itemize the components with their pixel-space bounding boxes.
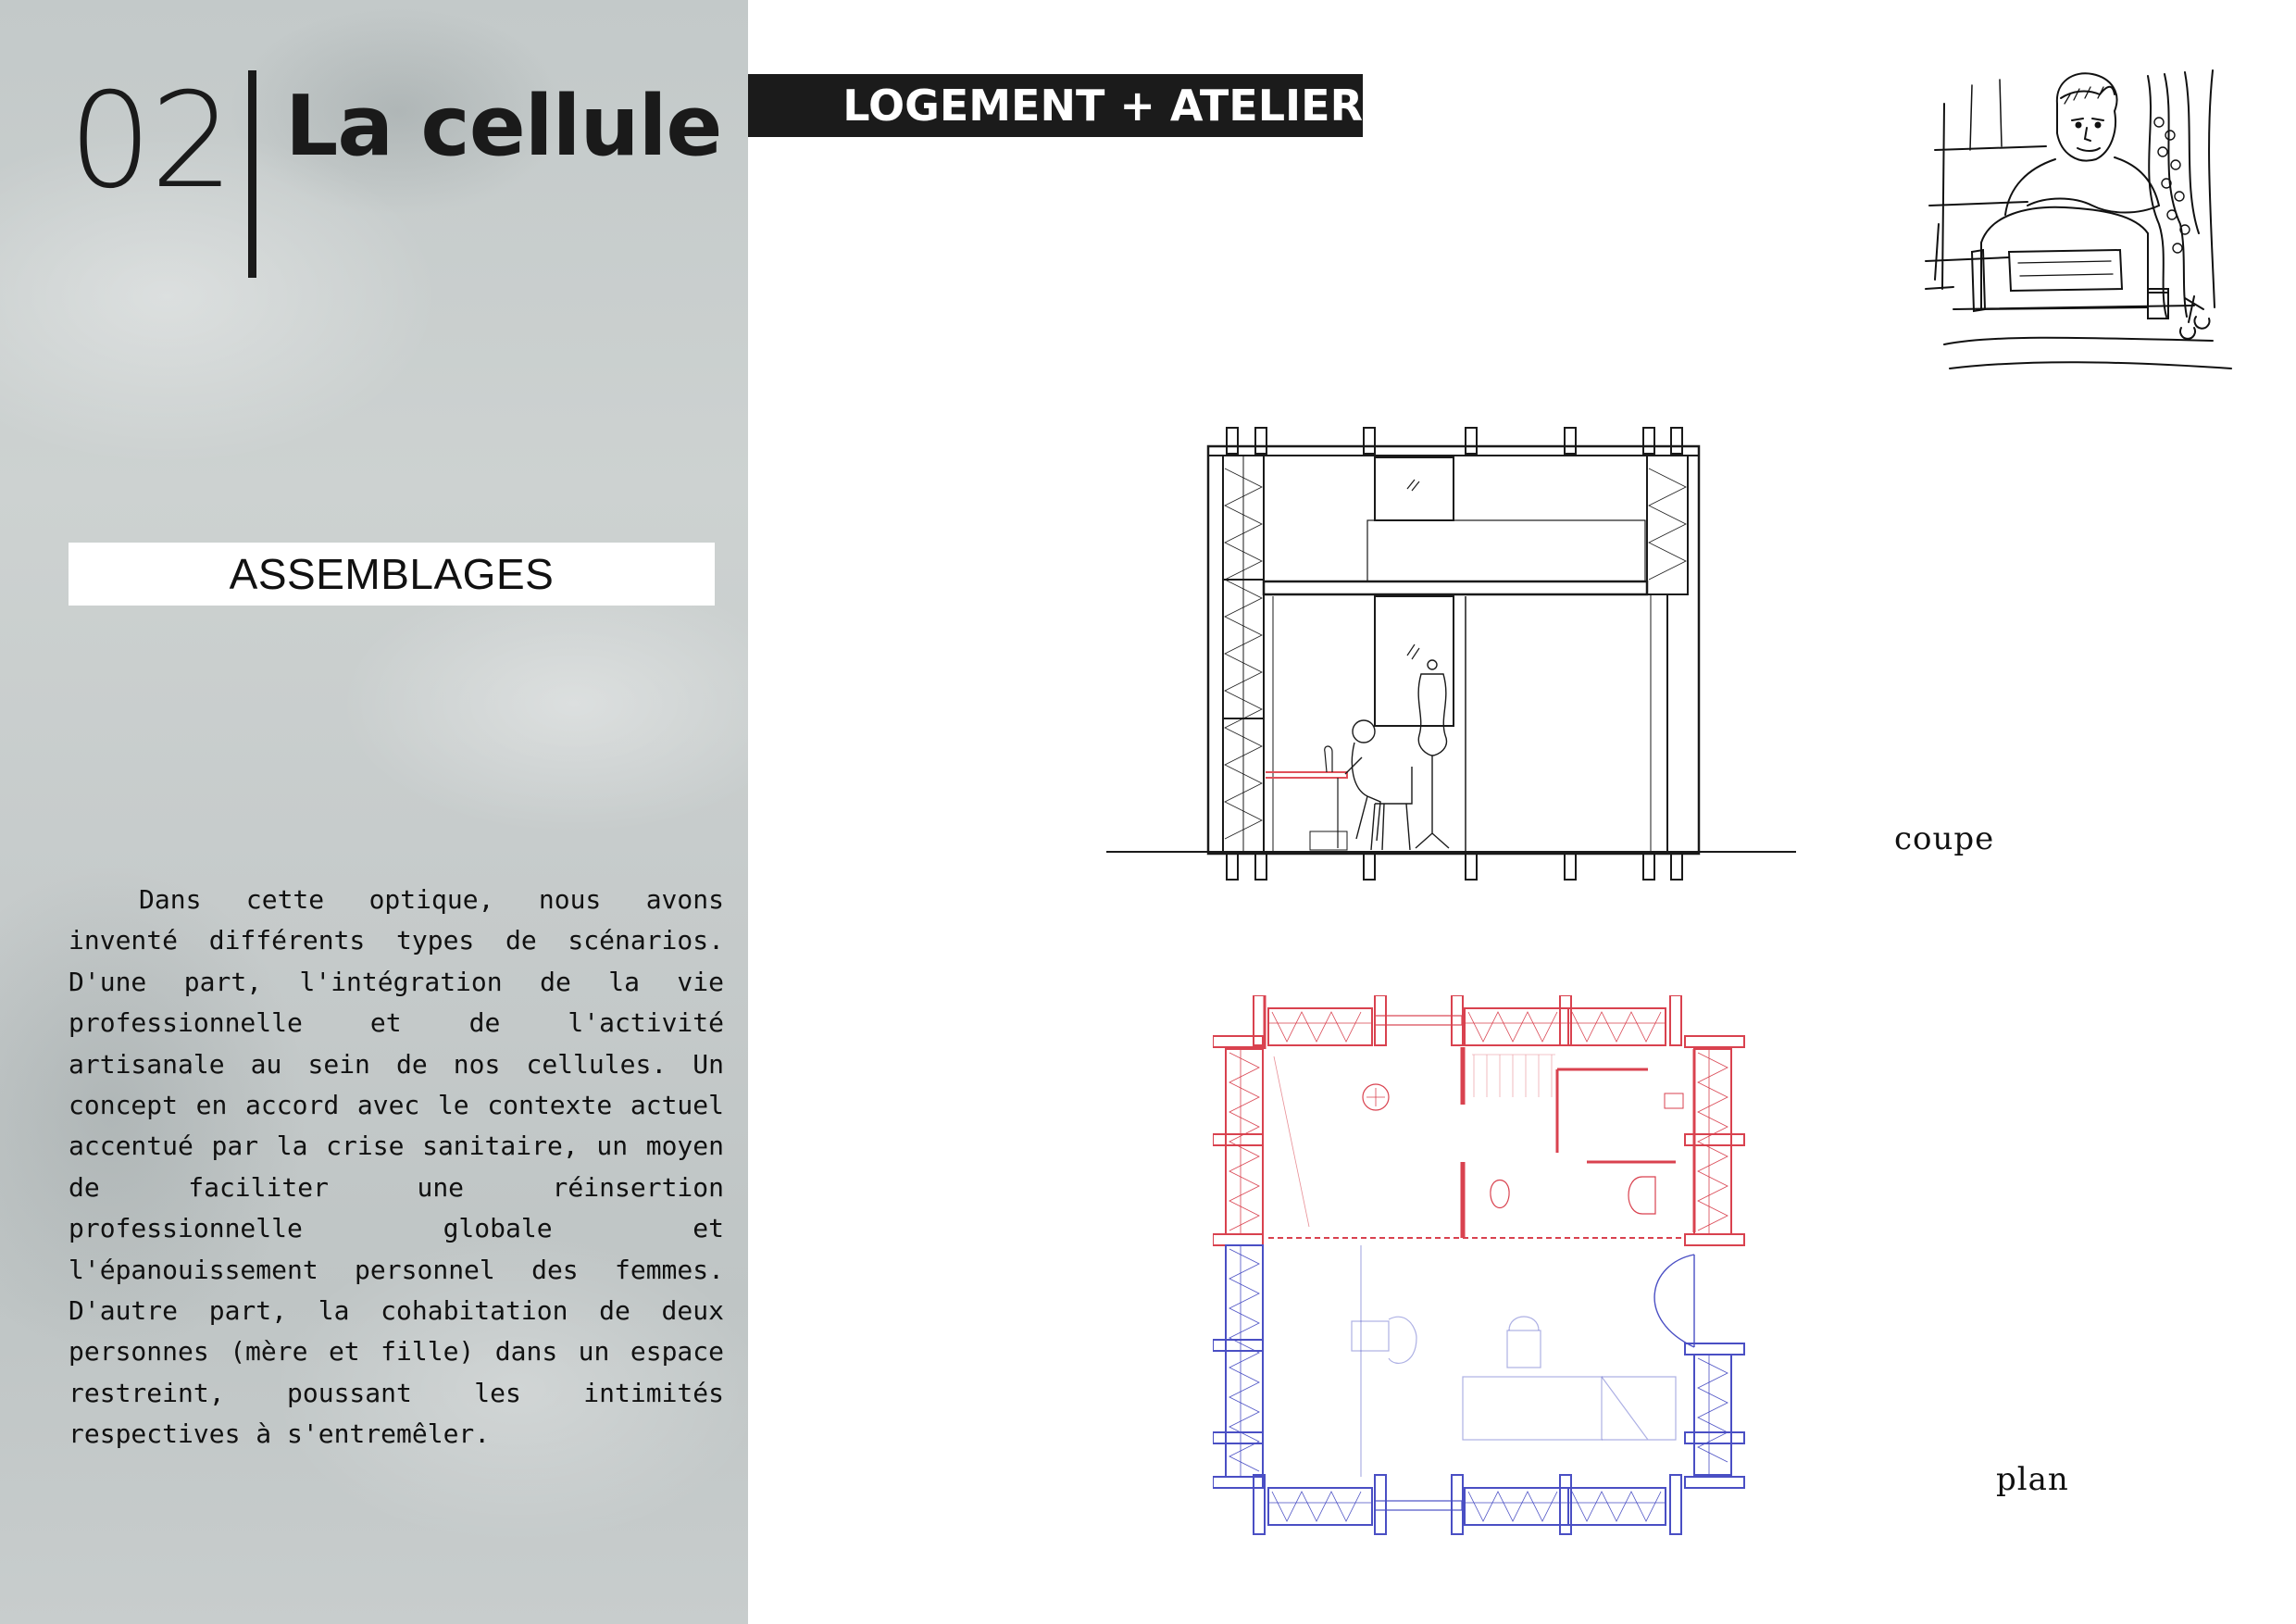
- body-paragraph: Dans cette optique, nous avons inventé différents types de scénarios. D'une part, l'intégration de la vie professionnelle et de l'activité artisanale au sein de nos cellules. Un concept en accord avec le contexte actuel accentué par la crise sanitaire, un moyen de faciliter une réinsertion professionnelle globale et l'épanouissement personnel des femmes. D'autre part, la cohabitation de deux personnes (mère et fille) dans un espace restreint, poussant les intimités respectives à s'entremêler.: [69, 884, 724, 1450]
- page-title: La cellule: [285, 78, 722, 175]
- section-label: ASSEMBLAGES: [229, 550, 555, 598]
- section-caption: coupe: [1894, 820, 1995, 857]
- seamstress-sketch-illustration: [1916, 67, 2240, 400]
- title-divider: [248, 70, 256, 278]
- header-banner: [748, 74, 1363, 137]
- concrete-background-panel: [0, 0, 748, 1624]
- header-banner-label: LOGEMENT + ATELIER: [842, 81, 1363, 131]
- section-drawing: [1106, 422, 1801, 885]
- section-label-box: [69, 543, 715, 606]
- plan-drawing: [1213, 995, 1750, 1537]
- plan-caption: plan: [1996, 1461, 2069, 1498]
- chapter-number: 02: [69, 65, 232, 218]
